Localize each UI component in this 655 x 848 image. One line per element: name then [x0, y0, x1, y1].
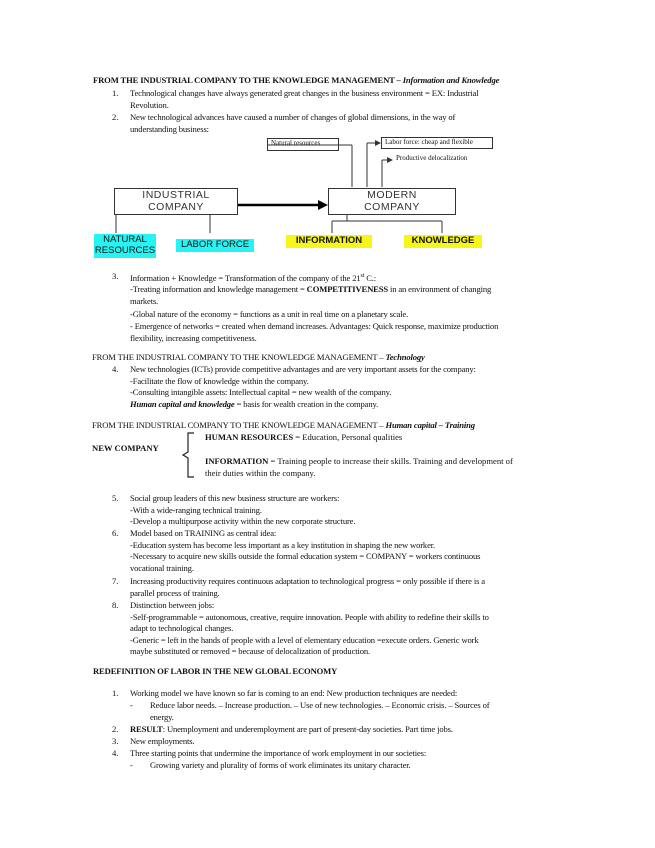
item-text: New technologies (ICTs) provide competitive advantages and are very important assets for the company:	[130, 364, 476, 374]
item-text: their duties within the company.	[205, 467, 316, 478]
item-text: flexibility, increasing competitiveness.	[130, 332, 257, 343]
list-item-r4	[112, 748, 562, 760]
item-text: -Education system has become less important as a key institution in shaping the new worker.	[130, 539, 435, 550]
item-text: -Self-programmable = autonomous, creative, require innovation. People with ability to redefine their skills to	[130, 611, 489, 622]
knowledge-label	[404, 235, 482, 248]
heading-sub-text: Technology	[385, 352, 425, 362]
item-text: adapt to technological changes.	[130, 623, 234, 634]
item-text: -Necessary to acquire new skills outside the formal education system = COMPANY = workers continuous	[130, 551, 481, 562]
list-number: 8.	[112, 600, 119, 610]
list-item-8	[112, 600, 562, 658]
list-number: 1.	[112, 88, 119, 98]
list-number: 3.	[112, 736, 119, 746]
item-text: New technological advances have caused a number of changes of global dimensions, in the way of	[130, 112, 456, 122]
item-text: Information + Knowledge = Transformation of the company of the 21st C.:	[130, 272, 377, 283]
item-text: -Treating information and knowledge management = COMPETITIVENESS in an environment of changing	[130, 284, 492, 295]
item-text: RESULT: Unemployment and underemployment are part of present-day societies. Part time jobs.	[130, 724, 453, 734]
natural-resources-label	[94, 234, 156, 258]
company-transformation-diagram	[92, 135, 512, 263]
list-item-r2	[112, 724, 562, 736]
list-number: 7.	[112, 576, 119, 586]
box-label: Labor force: cheap and flexible	[385, 138, 473, 146]
list-item-4	[112, 364, 562, 410]
new-company-label: NEW COMPANY	[92, 443, 159, 453]
item-text: Three starting points that undermine the importance of work employment in our societies:	[130, 748, 427, 758]
heading-main-text: FROM THE INDUSTRIAL COMPANY TO THE KNOWLEDGE MANAGEMENT –	[92, 352, 386, 362]
modern-company-box	[328, 188, 456, 215]
heading-main-text: FROM THE INDUSTRIAL COMPANY TO THE KNOWLEDGE MANAGEMENT –	[92, 420, 386, 430]
list-item-3	[112, 271, 562, 344]
item-text: -Consulting intangible assets: Intellectual capital = new wealth of the company.	[130, 387, 392, 398]
item-text: New employments.	[130, 736, 195, 746]
natural-resources-small-box	[267, 138, 339, 151]
list-item-1	[112, 88, 562, 111]
brace-icon	[180, 432, 200, 478]
list-number: 2.	[112, 112, 119, 122]
section-heading-information-knowledge	[93, 75, 573, 87]
heading-main-text: FROM THE INDUSTRIAL COMPANY TO THE KNOWLEDGE MANAGEMENT –	[93, 75, 403, 85]
dash-bullet: -	[130, 760, 133, 770]
list-number: 6.	[112, 528, 119, 538]
box-label: INDUSTRIAL	[142, 189, 210, 201]
information-label	[286, 235, 372, 248]
section-heading-redefinition-of-labor: REDEFINITION OF LABOR IN THE NEW GLOBAL ECONOMY	[93, 666, 338, 676]
heading-sub-text: Information and Knowledge	[402, 75, 500, 85]
list-number: 5.	[112, 493, 119, 503]
item-text: Growing variety and plurality of forms of work eliminates its unitary character.	[150, 760, 411, 770]
item-text: Human capital and knowledge = basis for wealth creation in the company.	[130, 398, 379, 409]
list-number: 1.	[112, 688, 119, 698]
box-label: MODERN	[367, 189, 417, 201]
box-label: COMPANY	[364, 201, 420, 213]
list-item-5	[112, 493, 562, 528]
item-text: Model based on TRAINING as central idea:	[130, 528, 277, 538]
heading-sub-text: Human capital – Training	[385, 420, 475, 430]
label-text: LABOR FORCE	[180, 239, 250, 250]
item-text: Technological changes have always generated great changes in the business environment = EX: Industrial	[130, 88, 479, 98]
item-text: understanding business:	[130, 123, 209, 134]
dash-bullet: -	[130, 700, 133, 710]
sub-item-r1	[130, 700, 550, 723]
list-item-2	[112, 112, 562, 135]
list-number: 4.	[112, 364, 119, 374]
labor-force-label	[176, 239, 254, 252]
item-text: vocational training.	[130, 562, 194, 573]
label-text: NATURAL	[103, 234, 147, 245]
label-text: KNOWLEDGE	[411, 235, 475, 246]
human-resources-line: HUMAN RESOURCES = Education, Personal qualities	[205, 432, 403, 442]
industrial-company-box	[114, 188, 238, 215]
list-number: 3.	[112, 271, 119, 281]
list-item-r3	[112, 736, 562, 748]
labor-force-small-box	[381, 137, 493, 149]
list-number: 2.	[112, 724, 119, 734]
section-heading-human-capital	[92, 420, 572, 432]
box-label: Natural resources	[271, 139, 321, 147]
item-text: Distinction between jobs:	[130, 600, 215, 610]
item-text: -Develop a multipurpose activity within the new corporate structure.	[130, 516, 356, 527]
box-label: Productive delocalization	[396, 154, 468, 162]
item-text: energy.	[150, 711, 174, 722]
item-text: Reduce labor needs. – Increase production. – Use of new technologies. – Economic crisis. – Sources of	[150, 700, 490, 710]
item-text: Working model we have known so far is coming to an end: New production techniques are needed:	[130, 688, 458, 698]
item-text: Revolution.	[130, 99, 169, 110]
item-text: Social group leaders of this new business structure are workers:	[130, 493, 340, 503]
item-text: - Emergence of networks = created when demand increases. Advantages: Quick response, maximize production	[130, 321, 499, 332]
section-heading-technology	[92, 352, 572, 364]
information-line: INFORMATION = Training people to increase their skills. Training and development of their duties within the company.	[205, 456, 565, 479]
item-text: markets.	[130, 296, 159, 307]
item-text: parallel process of training.	[130, 587, 220, 598]
item-text: Increasing productivity requires continuous adaptation to technological progress = only possible if there is a	[130, 576, 485, 586]
label-text: INFORMATION	[295, 235, 363, 246]
label-text: RESOURCES	[94, 245, 156, 256]
item-text: -Global nature of the economy = functions as a unit in real time on a planetary scale.	[130, 308, 409, 319]
item-text: -With a wide-ranging technical training.	[130, 504, 262, 515]
productive-delocalization-label	[393, 154, 493, 166]
item-text: maybe substituted or removed = because of delocalization of production.	[130, 646, 370, 657]
sub-item-r4	[130, 760, 550, 772]
list-item-7	[112, 576, 562, 599]
list-number: 4.	[112, 748, 119, 758]
list-item-6	[112, 528, 562, 574]
list-item-r1	[112, 688, 562, 700]
item-text: -Generic = left in the hands of people with a level of elementary education =execute orders. Generic work	[130, 634, 479, 645]
box-label: COMPANY	[148, 201, 204, 213]
item-text: -Facilitate the flow of knowledge within the company.	[130, 375, 309, 386]
